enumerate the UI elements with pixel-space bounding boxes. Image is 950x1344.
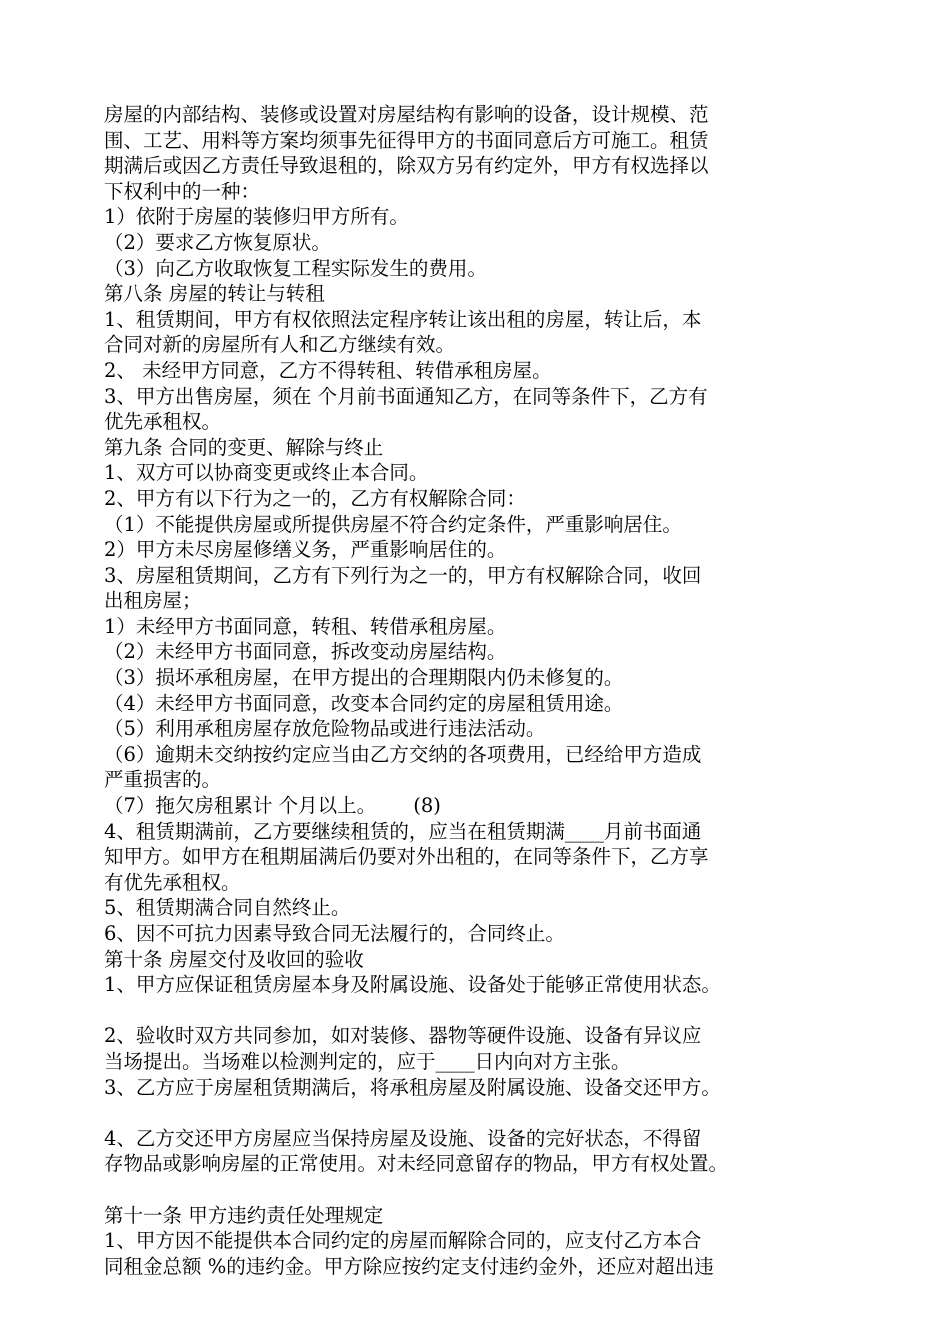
text-line: 知甲方。如甲方在租期届满后仍要对外出租的，在同等条件下，乙方享 xyxy=(104,845,709,869)
text-line: 6、因不可抗力因素导致合同无法履行的，合同终止。 xyxy=(104,922,565,945)
document-body xyxy=(104,102,864,1279)
text-line: （1）不能提供房屋或所提供房屋不符合约定条件，严重影响居住。 xyxy=(104,512,682,536)
blank-line xyxy=(104,998,864,1024)
text-line: （6）逾期未交纳按约定应当由乙方交纳的各项费用，已经给甲方造成 xyxy=(104,742,702,766)
text-line: 5、租赁期满合同自然终止。 xyxy=(104,896,351,920)
text-line: 第九条 合同的变更、解除与终止 xyxy=(104,435,384,459)
blank-line xyxy=(104,1177,864,1203)
text-line: 房屋的内部结构、装修或设置对房屋结构有影响的设备，设计规模、范 xyxy=(104,103,709,126)
text-line: 第十一条 甲方违约责任处理规定 xyxy=(104,1203,384,1227)
text-line: 第八条 房屋的转让与转租 xyxy=(104,282,325,306)
text-line: （4）未经甲方书面同意，改变本合同约定的房屋租赁用途。 xyxy=(104,691,624,715)
text-line: 2）甲方未尽房屋修缮义务，严重影响居住的。 xyxy=(104,538,507,562)
text-line: （2）要求乙方恢复原状。 xyxy=(104,230,331,254)
text-line: （7）拖欠房租累计 个月以上。 (8) xyxy=(104,794,441,818)
text-line: 当场提出。当场难以检测判定的，应于____日内向对方主张。 xyxy=(104,1049,631,1073)
text-line: 1、甲方应保证租赁房屋本身及附属设施、设备处于能够正常使用状态。 xyxy=(104,973,721,997)
text-line: 下权利中的一种： xyxy=(104,179,261,203)
text-line: 1、租赁期间，甲方有权依照法定程序转让该出租的房屋，转让后，本 xyxy=(104,307,702,331)
text-line: 合同对新的房屋所有人和乙方继续有效。 xyxy=(104,333,456,357)
text-line: 有优先承租权。 xyxy=(104,870,241,894)
text-line: 同租金总额 %的违约金。甲方除应按约定支付违约金外，还应对超出违 xyxy=(104,1254,714,1278)
text-line: 第十条 房屋交付及收回的验收 xyxy=(104,947,364,971)
text-line: 2、甲方有以下行为之一的，乙方有权解除合同： xyxy=(104,486,526,510)
text-line: （5）利用承租房屋存放危险物品或进行违法活动。 xyxy=(104,717,546,741)
text-line: 1、甲方因不能提供本合同约定的房屋而解除合同的，应支付乙方本合 xyxy=(104,1229,702,1253)
text-line: 2、 未经甲方同意，乙方不得转租、转借承租房屋。 xyxy=(104,358,552,382)
text-line: 优先承租权。 xyxy=(104,410,222,434)
text-line: 围、工艺、用料等方案均须事先征得甲方的书面同意后方可施工。租赁 xyxy=(104,128,709,152)
text-line: 3、甲方出售房屋，须在 个月前书面通知乙方，在同等条件下，乙方有 xyxy=(104,384,708,408)
text-line: 期满后或因乙方责任导致退租的，除双方另有约定外，甲方有权选择以 xyxy=(104,154,709,178)
text-line: 3、乙方应于房屋租赁期满后，将承租房屋及附属设施、设备交还甲方。 xyxy=(104,1075,721,1099)
text-line: 1）依附于房屋的装修归甲方所有。 xyxy=(104,205,409,229)
blank-line xyxy=(104,1100,864,1126)
text-line: 出租房屋； xyxy=(104,589,202,613)
text-line: 存物品或影响房屋的正常使用。对未经同意留存的物品，甲方有权处置。 xyxy=(104,1152,729,1176)
text-line: 4、租赁期满前，乙方要继续租赁的，应当在租赁期满____月前书面通 xyxy=(104,819,702,843)
text-line: 严重损害的。 xyxy=(104,768,222,792)
text-line: 3、房屋租赁期间，乙方有下列行为之一的，甲方有权解除合同，收回 xyxy=(104,563,702,587)
text-line: （3）损坏承租房屋，在甲方提出的合理期限内仍未修复的。 xyxy=(104,666,624,690)
text-line: 2、验收时双方共同参加，如对装修、器物等硬件设施、设备有异议应 xyxy=(104,1024,702,1048)
text-line: （2）未经甲方书面同意，拆改变动房屋结构。 xyxy=(104,640,507,664)
text-line: （3）向乙方收取恢复工程实际发生的费用。 xyxy=(104,256,487,280)
text-line: 4、乙方交还甲方房屋应当保持房屋及设施、设备的完好状态，不得留 xyxy=(104,1126,702,1150)
text-line: 1）未经甲方书面同意，转租、转借承租房屋。 xyxy=(104,614,507,638)
text-line: 1、双方可以协商变更或终止本合同。 xyxy=(104,461,429,485)
